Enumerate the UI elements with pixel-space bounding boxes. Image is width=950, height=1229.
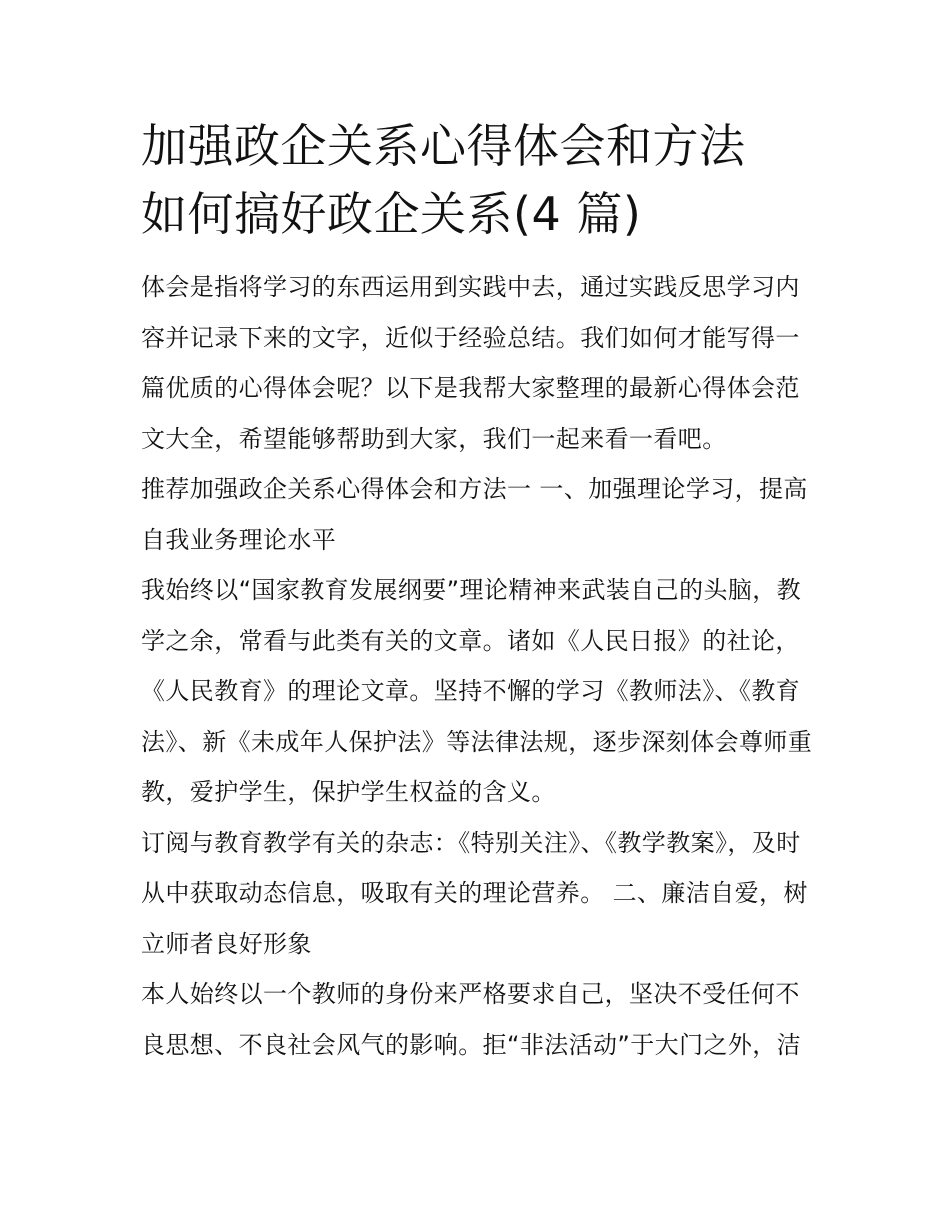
document-content	[141, 112, 821, 1070]
paragraph-recommend-heading: 推荐加强政企关系心得体会和方法一 一、加强理论学习，提高自我业务理论水平	[141, 475, 808, 554]
document-title	[141, 112, 821, 248]
paragraph-magazines: 订阅与教育教学有关的杂志：《特别关注》、《教学教案》，及时从中获取动态信息，吸取有关的理论营养。 二、廉洁自爱，树立师者良好形象	[141, 828, 808, 958]
title-line-1: 加强政企关系心得体会和方法	[141, 119, 746, 173]
paragraph-theory-study: 我始终以“国家教育发展纲要”理论精神来武装自己的头脑，教学之余，常看与此类有关的文章。诸如《人民日报》的社论，《人民教育》的理论文章。坚持不懈的学习《教师法》、《教育法》、新《未成年人保护法》等法律法规，逐步深刻体会尊师重教，爱护学生，保护学生权益的含义。	[141, 576, 813, 806]
paragraph-intro: 体会是指将学习的东西运用到实践中去，通过实践反思学习内容并记录下来的文字，近似于经验总结。我们如何才能写得一篇优质的心得体会呢？以下是我帮大家整理的最新心得体会范文大全，希望能够帮助到大家，我们一起来看一看吧。	[141, 273, 800, 453]
title-line-2: 如何搞好政企关系(4 篇)	[141, 187, 642, 241]
paragraph-self-discipline: 本人始终以一个教师的身份来严格要求自己，坚决不受任何不良思想、不良社会风气的影响。拒“非法活动”于大门之外，洁	[141, 980, 802, 1059]
document-body	[141, 262, 821, 1070]
